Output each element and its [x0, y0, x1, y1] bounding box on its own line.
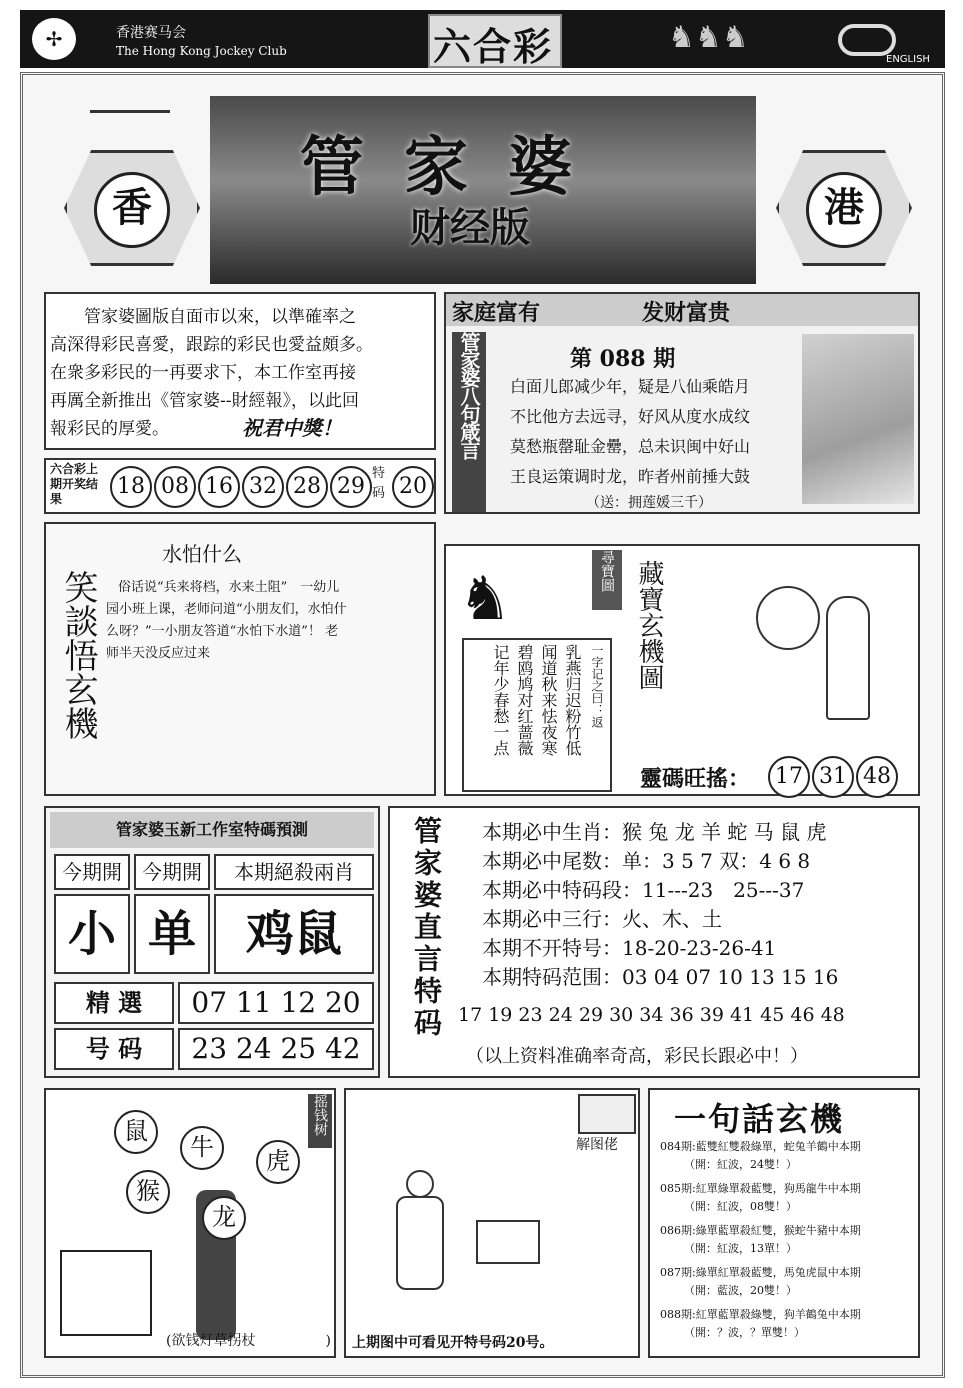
puzzle-label: 解图佬	[576, 1137, 618, 1153]
treasure-title: 藏寶玄機圖	[634, 560, 664, 690]
tree-animal: 鼠	[114, 1110, 158, 1154]
direct-value: 18-20-23-26-41	[622, 936, 777, 960]
intro-signoff: 祝君中獎！	[242, 416, 342, 440]
direct-item	[482, 932, 776, 961]
joke-line: 园小班上课，老师问道“小朋友们，水怕什	[106, 602, 347, 617]
intro-line: 在衆多彩民的一再要求下，本工作室再接	[50, 363, 356, 383]
horses-icon: ♞♞♞	[668, 20, 749, 55]
pick-row-2: 23 24 25 42	[178, 1028, 374, 1070]
predict-val1: 小	[54, 894, 130, 974]
puzzle-box	[344, 1088, 640, 1358]
predict-val2: 单	[134, 894, 210, 974]
intro-line: 高深得彩民喜愛，跟踪的彩民也愛益頗多。	[50, 335, 373, 355]
sentence-entry	[660, 1180, 861, 1216]
predict-col1: 今期開	[54, 854, 130, 890]
sentence-line: 085期:紅單綠單殺藍雙，狗馬龍牛中本期	[660, 1182, 861, 1195]
sentence-line: 087期:綠單紅單殺藍雙，馬兔虎鼠中本期	[660, 1266, 861, 1279]
poem-painting	[802, 334, 914, 504]
lucky-number: 31	[812, 756, 854, 798]
joke-line: 么呀？”一小朋友答道“水怕下水道”！ 老	[106, 624, 339, 639]
joke-box	[44, 522, 436, 796]
sentence-entry	[660, 1138, 861, 1174]
intro-line: 管家婆圖版自面市以來，以準確率之	[84, 307, 356, 327]
sentence-box	[648, 1088, 920, 1358]
special-label: 特码	[372, 466, 386, 501]
lucky-number: 48	[856, 756, 898, 798]
direct-value: 单：3 5 7 双：4 6 8	[622, 849, 811, 873]
sentence-entry	[660, 1264, 861, 1300]
lucky-numbers	[768, 756, 900, 798]
poem-line: 莫愁瓶罄耻金罍，总未识闽中好山	[510, 437, 751, 456]
predict-col2: 今期開	[134, 854, 210, 890]
direct-key: 本期必中尾数：	[482, 849, 622, 873]
tree-box	[44, 1088, 336, 1358]
tree-animal: 牛	[180, 1126, 224, 1170]
direct-value: 11---23 25---37	[642, 878, 805, 902]
special-number: 20	[392, 466, 434, 508]
direct-numbers: 17 19 23 24 29 30 34 36 39 41 45 46 48	[458, 1004, 845, 1026]
result-number: 18	[110, 466, 152, 508]
joke-line: 师半天没反应过来	[106, 646, 211, 661]
scroll-col: 乳燕归迟粉竹低	[563, 644, 582, 756]
poem-period: 第 088 期	[570, 346, 676, 372]
puzzle-icon	[578, 1094, 636, 1134]
horse-rider-icon: ♞	[458, 564, 512, 634]
predict-val3: 鸡鼠	[214, 894, 374, 974]
blank-box	[60, 1250, 152, 1336]
direct-key: 本期必中生肖：	[482, 820, 622, 844]
result-number: 28	[286, 466, 328, 508]
scroll	[462, 638, 612, 792]
direct-box	[388, 806, 920, 1078]
lucky-label: 靈碼旺搖：	[640, 766, 751, 792]
sentence-title: 一句話玄機	[674, 1100, 845, 1138]
sentence-result: （開：藍波，20雙！）	[684, 1284, 797, 1297]
direct-value: 火、木、土	[622, 907, 722, 931]
pick-label-1: 精 選	[54, 982, 174, 1024]
direct-key: 本期不开特号：	[482, 936, 622, 960]
tree-animal: 虎	[256, 1140, 300, 1184]
banner-title: 管家婆	[300, 130, 612, 205]
direct-item	[482, 903, 722, 932]
sentence-result: （開：？波，？單雙！）	[684, 1326, 805, 1339]
sentence-line: 088期:紅單藍單殺綠雙，狗羊鶴兔中本期	[660, 1308, 861, 1321]
direct-item	[482, 961, 838, 990]
treasure-box	[444, 544, 920, 796]
club-name-en: The Hong Kong Jockey Club	[116, 44, 287, 58]
club-name-cn: 香港赛马会	[116, 25, 186, 41]
predict-header: 管家婆玉新工作室特碼預測	[50, 812, 374, 848]
predict-col3: 本期絕殺兩肖	[214, 854, 374, 890]
joke-title: 水怕什么	[162, 542, 242, 566]
left-medal-char: 香	[94, 172, 170, 248]
poem-box	[444, 292, 920, 514]
right-medal-char: 港	[806, 172, 882, 248]
pick-label-2: 号 码	[54, 1028, 174, 1070]
result-number: 29	[330, 466, 372, 508]
right-medal	[766, 110, 916, 270]
tree-animal: 龙	[202, 1196, 246, 1240]
scholar-drawing	[746, 576, 906, 726]
last-result-box	[44, 458, 436, 514]
intro-box	[44, 292, 436, 450]
tree-caption: (欲钱灯草拐杖 )	[166, 1333, 331, 1349]
last-result-label: 六合彩上期开奖结果	[50, 462, 99, 506]
direct-key: 本期必中特码段：	[482, 878, 642, 902]
banner-image	[210, 96, 756, 284]
sentence-result: （開：紅波，24雙！）	[684, 1158, 797, 1171]
joke-side-label: 笑談悟玄機	[58, 570, 98, 740]
poem-line: 不比他方去远寻，好风从度水成纹	[510, 407, 751, 426]
direct-side-label: 管家婆直言特码	[410, 816, 443, 1040]
sentence-result: （開：紅波，13單！）	[684, 1242, 797, 1255]
tree-tag: 摇钱树	[308, 1094, 332, 1148]
english-label: ENGLISH	[886, 54, 930, 65]
intro-line: 再厲全新推出《管家婆--財經報》，以此回	[50, 391, 359, 411]
sentence-line: 086期:綠單藍單殺紅雙，猴蛇牛豬中本期	[660, 1224, 861, 1237]
predict-box	[44, 806, 380, 1078]
scroll-col: 闻道秋来怯夜寒	[539, 644, 558, 756]
last-result-numbers	[110, 466, 374, 508]
pick-row-1: 07 11 12 20	[178, 982, 374, 1024]
poem-slogan-right: 发财富贵	[642, 300, 731, 326]
left-medal	[54, 110, 204, 270]
direct-value: 03 04 07 10 13 15 16	[622, 965, 839, 989]
jockey-club-logo: ✢	[32, 18, 76, 60]
intro-line: 報彩民的厚愛。	[50, 419, 169, 439]
result-number: 16	[198, 466, 240, 508]
poem-line: 白面儿郎减少年，疑是八仙乘皓月	[510, 377, 751, 396]
lucky-number: 17	[768, 756, 810, 798]
scroll-col: 碧鸥鸠对红蔷薇	[515, 644, 534, 756]
mark-six-logo	[838, 24, 896, 56]
direct-note: （以上资料准确率奇高，彩民长跟必中！）	[466, 1046, 808, 1067]
sentence-entry	[660, 1306, 861, 1342]
scroll-col: 一字记之曰：返	[590, 644, 604, 728]
result-number: 08	[154, 466, 196, 508]
direct-key: 本期特码范围：	[482, 965, 622, 989]
scroll-col: 记年少春愁一点	[491, 644, 510, 756]
sentence-entry	[660, 1222, 861, 1258]
result-number: 32	[242, 466, 284, 508]
sentence-result: （開：紅波，08雙！）	[684, 1200, 797, 1213]
puzzle-drawing	[366, 1160, 556, 1300]
joke-line: 俗话说“兵来将档，水来土阻” 一幼儿	[118, 580, 340, 595]
direct-item	[482, 874, 804, 903]
poem-line: 王良运策调时龙，昨者州前捶大鼓	[510, 467, 751, 486]
puzzle-caption: 上期图中可看见开特号码20号。	[352, 1335, 554, 1351]
banner-subtitle: 财经版	[410, 204, 530, 251]
seek-label: 尋寶圖	[592, 550, 622, 610]
header-title: 六合彩	[432, 24, 553, 69]
direct-item	[482, 845, 810, 874]
poem-side-label: 管家婆八句箴言	[452, 332, 486, 512]
header-bar	[20, 10, 945, 68]
direct-value: 猴 兔 龙 羊 蛇 马 鼠 虎	[622, 820, 827, 844]
tree-animal: 猴	[126, 1170, 170, 1214]
direct-key: 本期必中三行：	[482, 907, 622, 931]
sentence-line: 084期:藍雙紅雙殺綠單，蛇兔羊鶴中本期	[660, 1140, 861, 1153]
poem-gift: （送：拥莲媛三千）	[586, 495, 712, 511]
direct-item	[482, 816, 827, 845]
poem-slogan-left: 家庭富有	[452, 300, 541, 326]
